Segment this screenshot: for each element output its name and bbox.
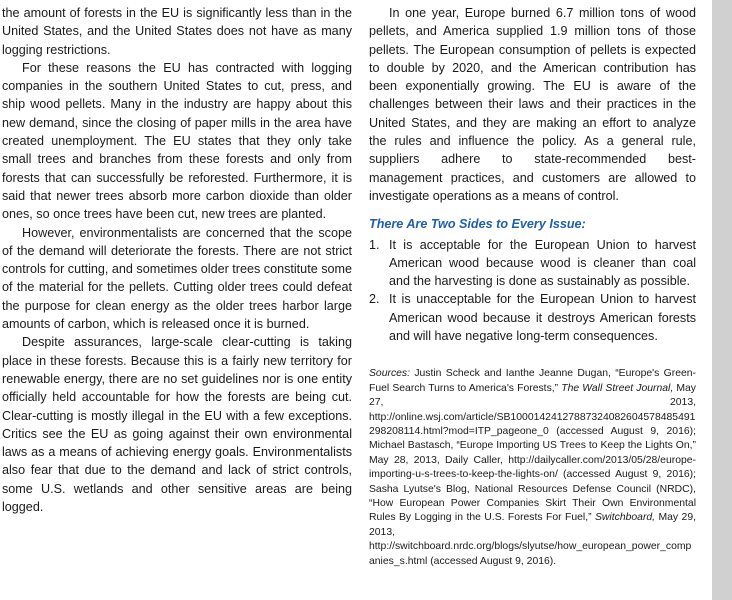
paragraph: For these reasons the EU has contracted with logging companies in the southern United States to cut, press, and ship wood pellets. Many in the industry are happy about this new demand, since the closing of paper mills in the area have created unemployment. The EU states that they only take small trees and branches from these forests and only from forests that can successfully be reforested. Furthermore, it is said that newer trees absorb more carbon dioxide than older ones, so once trees have been cut, new trees are planted. (2, 60, 352, 222)
sources-label: Sources: (369, 368, 411, 380)
paragraph: Despite assurances, large-scale clear-cutting is taking place in these forests. Because this is a fairly new territory for renewable energy, there are no set guidelines nor is one entity officially held accountable for how the forests are being cut. Clear-cutting is mostly illegal in the EU with a few exceptions. Critics see the EU as going against their own environmental laws as a means of achieving energy goals. Environmentalists also fear that due to the demand and lack of strict controls, some U.S. wetlands and other sensitive areas are being logged. (2, 335, 352, 515)
left-column (2, 4, 352, 516)
sources-block (369, 367, 696, 569)
list-item (369, 236, 696, 291)
publication-title: Switchboard, (595, 512, 656, 524)
source-text: May 29, 2013, http://switchboard.nrdc.org/blogs/slyutse/how_european_power_companies_s.html (accessed August 9, 2016). (369, 512, 696, 567)
issue-list (369, 236, 696, 346)
list-text: It is unacceptable for the European Union to harvest American wood because it destroys American forests and will have negative long-term consequences. (389, 292, 696, 344)
source-text: Justin Scheck and Ianthe Jeanne Dugan, “Europe's Green-Fuel Search Turns to America's Forests,” (369, 368, 696, 394)
scrollbar[interactable] (712, 0, 732, 600)
source-text: May 27, 2013, http://online.wsj.com/article/SB10001424127887324082604578485491298208114.html?mod=ITP_pageone_0 (accessed August 9, 2016); Michael Bastasch, “Europe Importing US Trees to Keep the Lights On,” May 28, 2013, Daily Caller, http://dailycaller.com/2013/05/28/europe-importing-u-s-trees-to-keep-the-lights-on/ (accessed August 9, 2016); Sasha Lyutse's Blog, National Resources Defense Council (NRDC), “How European Power Companies Skirt Their Own Environmental Rules By Logging in the U.S. Forests For Fuel,” (369, 382, 696, 524)
right-column (369, 4, 696, 569)
list-item (369, 290, 696, 345)
list-number: 2. (369, 292, 380, 307)
paragraph: However, environmentalists are concerned that the scope of the demand will deteriorate the forests. There are not strict controls for cutting, and sometimes older trees constitute some of the material for the pellets. Cutting older trees could defeat the purpose for clean energy as the older trees harbor large amounts of carbon, which is released once it is burned. (2, 225, 352, 332)
list-text: It is acceptable for the European Union to harvest American wood because wood is cleaner than coal and the harvesting is done as sustainably as possible. (389, 237, 696, 289)
list-number: 1. (369, 237, 380, 252)
issue-heading: There Are Two Sides to Every Issue: (369, 217, 586, 232)
paragraph: In one year, Europe burned 6.7 million tons of wood pellets, and America supplied 1.9 million tons of those pellets. The European consumption of pellets is expected to double by 2020, and the American contribution has been exponentially growing. The EU is aware of the challenges between their laws and their practices in the United States, and they are making an effort to analyze the rules and influence the policy. As a general rule, suppliers adhere to state-recommended best-management practices, and customers are allowed to investigate operations as a means of control. (369, 6, 696, 203)
publication-title: The Wall Street Journal, (561, 382, 674, 394)
paragraph: the amount of forests in the EU is significantly less than in the United States, and the United States does not have as many logging restrictions. (2, 6, 352, 57)
